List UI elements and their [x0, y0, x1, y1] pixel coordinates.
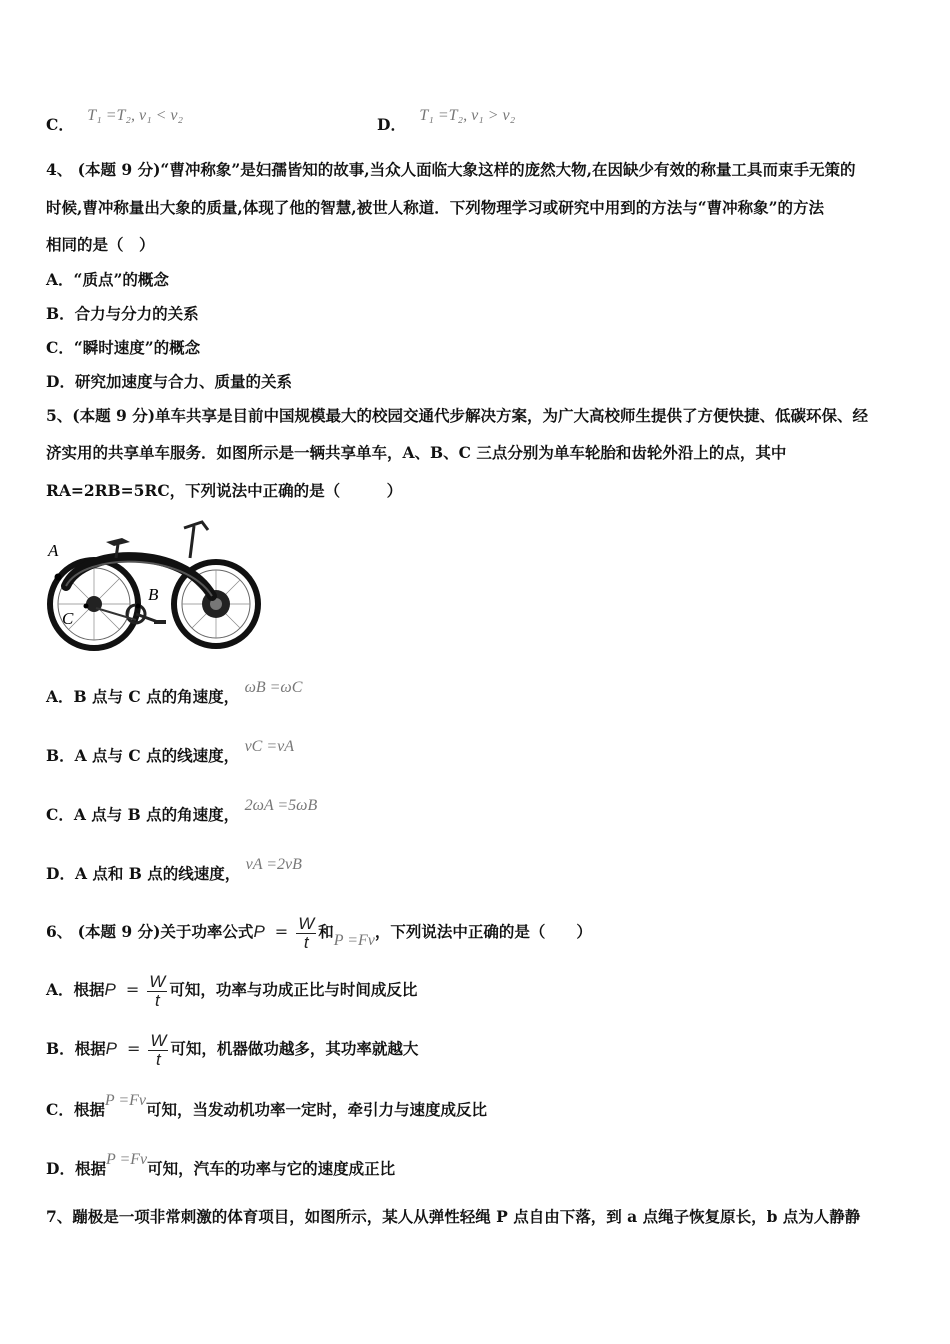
point-c-marker — [84, 604, 89, 609]
q6-option-a-prefix: A．根据 — [46, 980, 105, 999]
q5-option-c-formula: 2ωA =5ωB — [244, 797, 318, 814]
q6-option-a-suffix: 可知，功率与功成正比与时间成反比 — [169, 980, 418, 999]
q5-option-d — [46, 856, 302, 885]
q4-stem-line3: 相同的是（ ） — [46, 235, 155, 254]
formula-eq: = — [274, 922, 289, 941]
formula-eq: = — [125, 980, 140, 999]
formula-t: t — [156, 1049, 161, 1069]
formula-w: W — [298, 913, 315, 933]
q5-option-a-text: A．B 点与 C 点的角速度， — [46, 687, 240, 706]
label-c: C — [62, 609, 74, 628]
point-a-marker — [55, 574, 62, 581]
q5-option-c-text: C．A 点与 B 点的角速度， — [46, 805, 240, 824]
q6-option-a — [46, 970, 417, 1010]
q6-option-c-suffix: 可知，当发动机功率一定时，牵引力与速度成反比 — [146, 1100, 488, 1119]
q5-option-b-formula: vC =vA — [244, 738, 295, 755]
q3-option-d-label: D． — [377, 115, 406, 134]
bicycle-handlebar — [184, 522, 208, 530]
q5-option-d-formula: vA =2vB — [245, 856, 302, 873]
q5-option-b-text: B．A 点与 C 点的线速度， — [46, 746, 240, 765]
formula-p: P — [105, 1039, 117, 1058]
q6-stem — [46, 912, 592, 953]
q3-option-c-formula: T₁ =T₂, v₁ < v₂ — [87, 107, 184, 124]
q6-option-d — [46, 1151, 396, 1180]
point-b-marker — [136, 604, 141, 609]
q3-option-c — [46, 107, 184, 136]
q6-option-c-prefix: C．根据 — [46, 1100, 105, 1119]
formula-pfv: P =Fv — [333, 932, 375, 949]
q6-stem-and: 和 — [318, 922, 334, 941]
q5-stem-line3: RA=2RB=5RC，下列说法中正确的是（ ） — [46, 481, 403, 500]
formula-t: t — [154, 990, 160, 1010]
q4-option-b: B．合力与分力的关系 — [46, 304, 199, 323]
formula-pfv: P =Fv — [104, 1092, 146, 1109]
q5-stem-line2: 济实用的共享单车服务．如图所示是一辆共享单车，A、B、C 三点分别为单车轮胎和齿轮外沿上的点，其中 — [46, 443, 787, 462]
q5-option-b — [46, 738, 295, 767]
formula-p: P — [253, 922, 265, 941]
q3-option-d-formula: T₁ =T₂, v₁ > v₂ — [419, 107, 516, 124]
q5-option-c — [46, 797, 318, 826]
formula-p: P — [104, 980, 116, 999]
formula-eq: = — [126, 1039, 141, 1058]
formula-t: t — [303, 932, 309, 952]
q4-stem-line1: 4、 (本题 9 分)“曹冲称象”是妇孺皆知的故事,当众人面临大象这样的庞然大物,在因缺少有效的称量工具而束手无策的 — [46, 160, 856, 179]
label-a: A — [48, 541, 59, 560]
formula-w: W — [150, 1030, 167, 1050]
q5-stem-line1: 5、(本题 9 分)单车共享是目前中国规模最大的校园交通代步解决方案，为广大高校师生提供了方便快捷、低碳环保、经 — [46, 406, 869, 425]
q4-option-a: A．“质点”的概念 — [46, 270, 169, 289]
formula-w: W — [149, 971, 166, 991]
q6-option-b-suffix: 可知，机器做功越多，其功率就越大 — [170, 1039, 419, 1058]
formula-pfv: P =Fv — [105, 1151, 148, 1168]
q6-option-d-suffix: 可知，汽车的功率与它的速度成正比 — [147, 1159, 396, 1178]
q4-stem-line2: 时候,曹冲称量出大象的质量,体现了他的智慧,被世人称道．下列物理学习或研究中用到的方法与“曹冲称象”的方法 — [46, 198, 825, 217]
q3-option-d — [377, 107, 516, 136]
q5-option-a-formula: ωB =ωC — [244, 679, 303, 696]
q6-stem-prefix: 6、 (本题 9 分)关于功率公式 — [46, 922, 254, 941]
q3-option-c-label: C． — [46, 115, 74, 134]
q5-option-d-text: D．A 点和 B 点的线速度， — [46, 864, 241, 883]
formula-w-over-t — [148, 1032, 168, 1069]
q6-option-b — [46, 1029, 418, 1069]
q5-option-a — [46, 679, 303, 708]
q7-stem-line1: 7、蹦极是一项非常刺激的体育项目，如图所示，某人从弹性轻绳 P 点自由下落，到 a 点绳子恢复原长，b 点为人静静 — [46, 1207, 861, 1226]
bicycle-figure — [44, 516, 262, 652]
q6-option-c — [46, 1092, 488, 1121]
q6-option-b-prefix: B．根据 — [46, 1039, 106, 1058]
q6-stem-suffix: ，下列说法中正确的是（ ） — [374, 922, 592, 941]
label-b: B — [148, 585, 159, 604]
q4-option-d: D．研究加速度与合力、质量的关系 — [46, 372, 292, 391]
q6-option-d-prefix: D．根据 — [46, 1159, 106, 1178]
formula-w-over-t — [147, 973, 167, 1010]
q4-option-c: C．“瞬时速度”的概念 — [46, 338, 201, 357]
formula-w-over-t — [296, 915, 316, 952]
